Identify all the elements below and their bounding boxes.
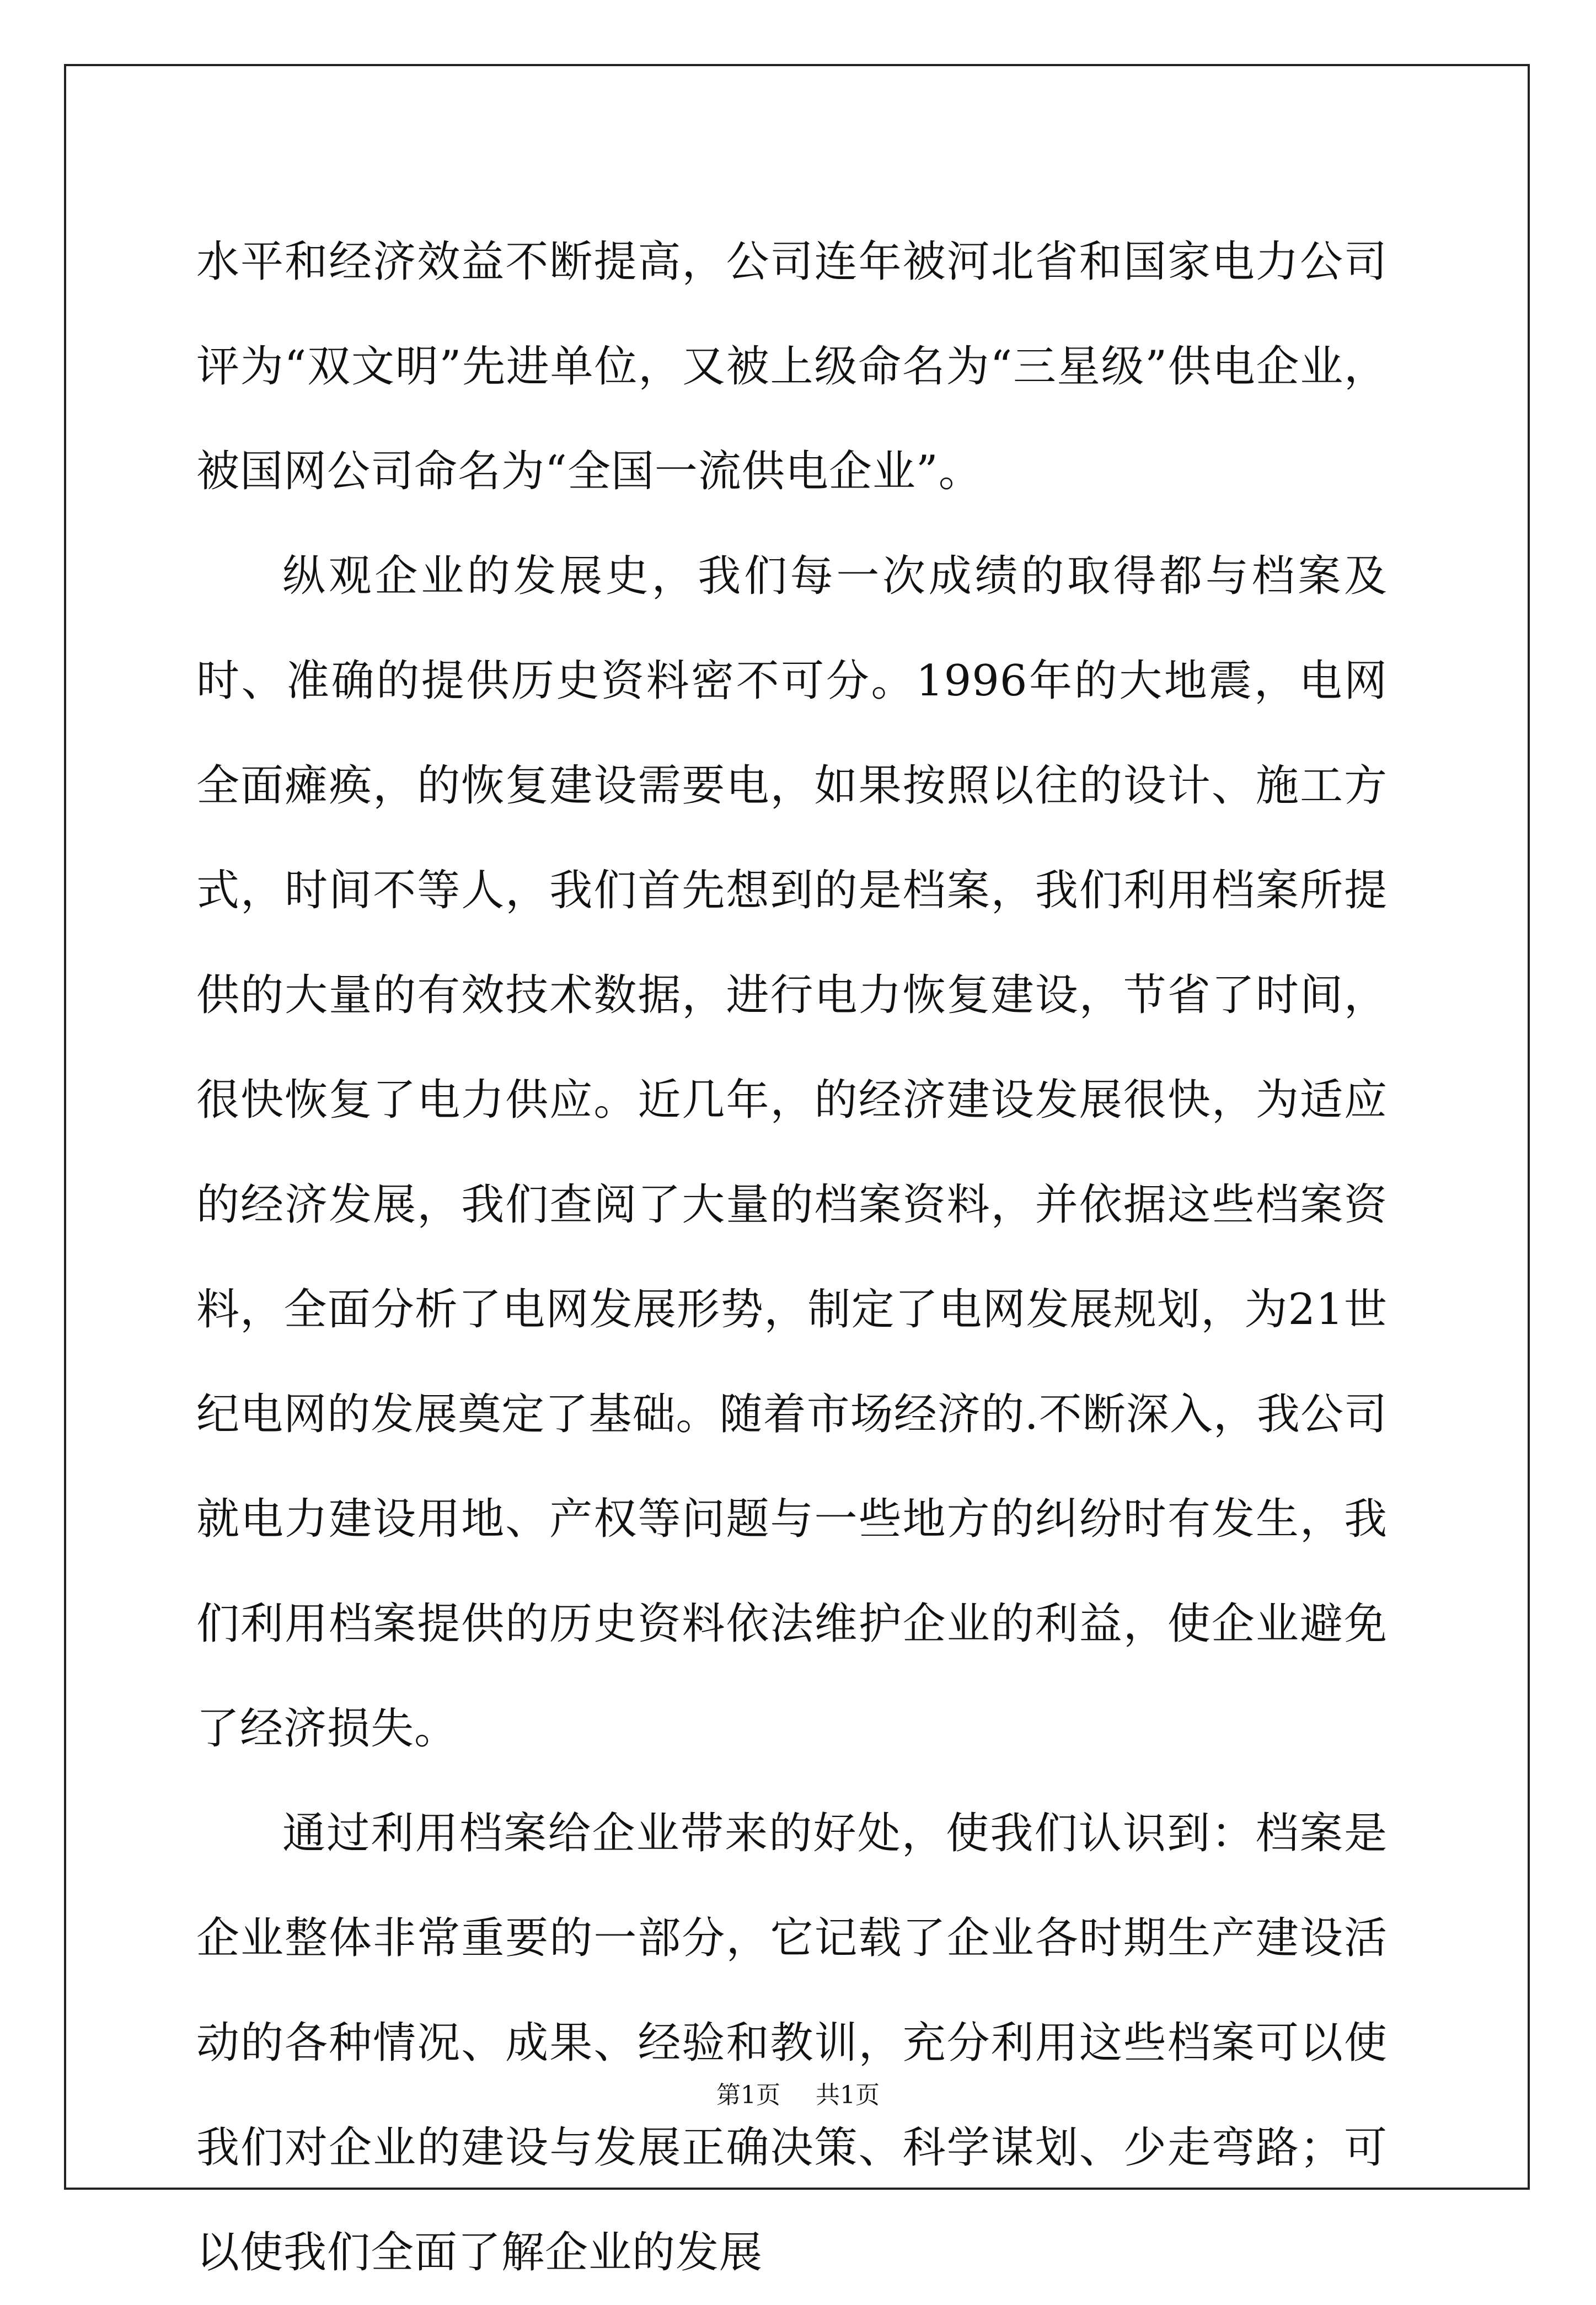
page-footer [0, 2079, 1596, 2112]
paragraph-3: 通过利用档案给企业带来的好处，使我们认识到：档案是企业整体非常重要的一部分，它记载了企业各时期生产建设活动的各种情况、成果、经验和教训，充分利用这些档案可以使我们对企业的建设与发展正确决策、科学谋划、少走弯路；可以使我们全面了解企业的发展 [196, 1809, 1388, 2277]
page-total: 共1页 [816, 2081, 880, 2109]
paragraph-2: 纵观企业的发展史，我们每一次成绩的取得都与档案及时、准确的提供历史资料密不可分。1996年的大地震，电网全面瘫痪，的恢复建设需要电，如果按照以往的设计、施工方式，时间不等人，我们首先想到的是档案，我们利用档案所提供的大量的有效技术数据，进行电力恢复建设，节省了时间，很快恢复了电力供应。近几年，的经济建设发展很快，为适应的经济发展，我们查阅了大量的档案资料，并依据这些档案资料，全面分析了电网发展形势，制定了电网发展规划，为21世纪电网的发展奠定了基础。随着市场经济的.不断深入，我公司就电力建设用地、产权等问题与一些地方的纠纷时有发生，我们利用档案提供的历史资料依法维护企业的利益，使企业避免了经济损失。 [196, 551, 1388, 1754]
document-body [196, 210, 1388, 2305]
paragraph-1: 水平和经济效益不断提高，公司连年被河北省和国家电力公司评为“双文明”先进单位，又被上级命名为“三星级”供电企业，被国网公司命名为“全国一流供电企业”。 [196, 237, 1388, 496]
page-number: 第1页 [716, 2081, 780, 2109]
